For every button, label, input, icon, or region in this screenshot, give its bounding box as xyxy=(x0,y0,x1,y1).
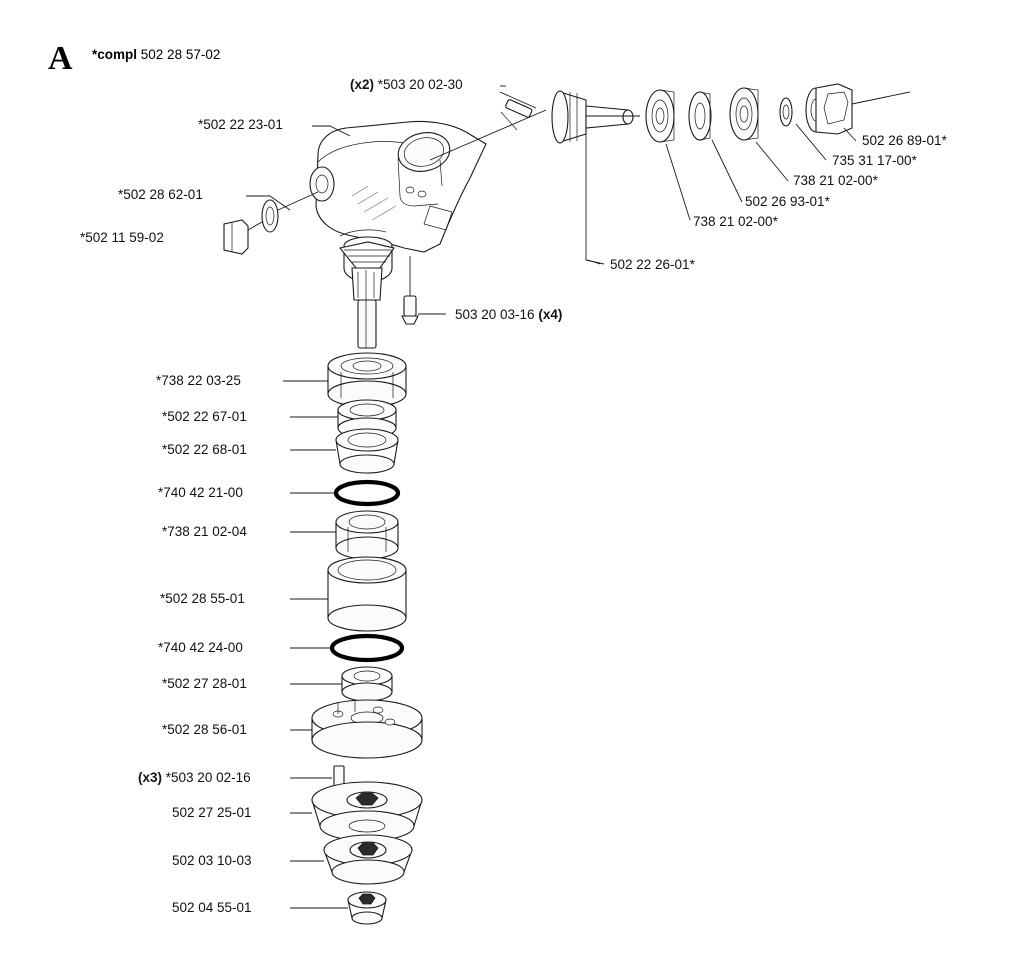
part-740-42-21-00 xyxy=(290,482,398,504)
screw-503-20-03-16 xyxy=(402,256,446,324)
label-502-28-62-01: *502 28 62-01 xyxy=(118,187,203,202)
qty-503-20-03-16: (x4) xyxy=(538,307,563,322)
qty-503-20-02-16: (x3) xyxy=(138,770,163,785)
part-502-28-55-01 xyxy=(290,557,406,631)
part-502-04-55-01 xyxy=(290,892,386,924)
label-503-20-02-30 xyxy=(350,78,463,92)
label-502-26-93-01: 502 26 93-01* xyxy=(745,194,830,209)
part-502-28-56-01 xyxy=(290,700,422,758)
label-503-20-02-16 xyxy=(138,771,251,785)
label-502-22-26-01: 502 22 26-01* xyxy=(610,257,695,272)
part-740-42-24-00 xyxy=(290,636,402,660)
plate-letter: A xyxy=(48,40,74,77)
pinion-shaft xyxy=(340,242,394,348)
label-502-03-10-03: 502 03 10-03 xyxy=(172,853,252,868)
label-502-27-28-01: *502 27 28-01 xyxy=(162,676,247,691)
label-738-21-02-04: *738 21 02-04 xyxy=(162,524,247,539)
seal-and-plug xyxy=(224,192,318,254)
compl-prefix: *compl xyxy=(92,47,138,62)
label-738-21-02-00-a: 738 21 02-00* xyxy=(793,173,878,188)
part-502-27-28-01 xyxy=(290,667,392,701)
label-738-21-02-00-b: 738 21 02-00* xyxy=(693,214,778,229)
label-502-28-55-01: *502 28 55-01 xyxy=(160,591,245,606)
part-502-22-68-01 xyxy=(290,429,398,473)
label-503-20-02-16-text: *503 20 02-16 xyxy=(165,770,251,785)
compl-number: 502 28 57-02 xyxy=(140,47,221,62)
qty-503-20-02-30: (x2) xyxy=(350,77,375,92)
label-502-28-56-01: *502 28 56-01 xyxy=(162,722,247,737)
label-502-22-67-01: *502 22 67-01 xyxy=(162,409,247,424)
label-502-27-25-01: 502 27 25-01 xyxy=(172,805,252,820)
part-738-22-03-25 xyxy=(283,353,406,407)
label-503-20-03-16-text: 503 20 03-16 xyxy=(455,307,535,322)
label-503-20-03-16 xyxy=(455,308,562,322)
part-502-03-10-03 xyxy=(290,835,412,884)
label-735-31-17-00: 735 31 17-00* xyxy=(832,153,917,168)
label-502-04-55-01: 502 04 55-01 xyxy=(172,900,252,915)
compl-caption xyxy=(92,47,220,62)
gearbox-housing-drawing xyxy=(310,121,486,282)
label-503-20-02-30-text: *503 20 02-30 xyxy=(377,77,463,92)
label-502-22-23-01: *502 22 23-01 xyxy=(198,117,283,132)
label-502-26-89-01: 502 26 89-01* xyxy=(862,133,947,148)
label-738-22-03-25: *738 22 03-25 xyxy=(156,373,241,388)
label-502-22-68-01: *502 22 68-01 xyxy=(162,442,247,457)
label-740-42-21-00: *740 42 21-00 xyxy=(158,485,243,500)
part-502-27-25-01 xyxy=(290,782,422,841)
label-740-42-24-00: *740 42 24-00 xyxy=(158,640,243,655)
label-502-11-59-02: *502 11 59-02 xyxy=(80,230,164,245)
part-738-21-02-04 xyxy=(290,511,398,559)
